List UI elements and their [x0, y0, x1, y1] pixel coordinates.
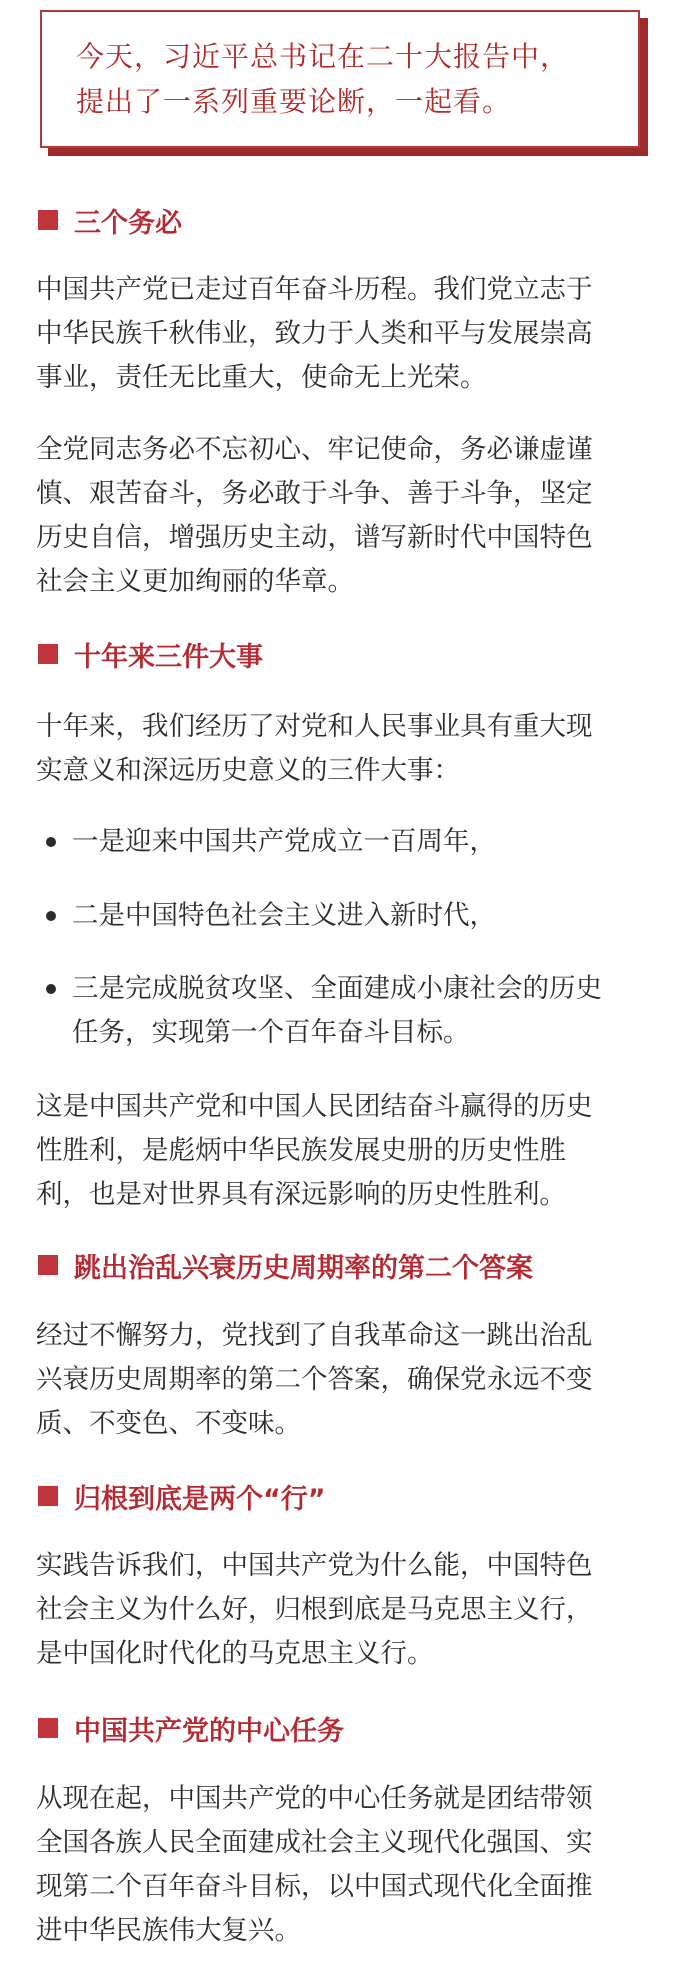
heading-square-icon — [38, 644, 58, 664]
bullet-line: 二是中国特色社会主义进入新时代， — [72, 900, 496, 931]
section-heading-second-answer — [38, 1245, 533, 1285]
bullet-line: 任务，实现第一个百年奋斗目标。 — [72, 1017, 470, 1048]
bullet-line: 一是迎来中国共产党成立一百周年， — [72, 826, 496, 857]
section-title: 归根到底是两个“行” — [74, 1483, 326, 1515]
intro-line: 提出了一系列重要论断，一起看。 — [76, 85, 512, 118]
heading-square-icon — [38, 1255, 58, 1275]
section-heading-three-major-events — [38, 634, 263, 674]
paragraph — [36, 1777, 666, 1953]
paragraph-line: 性胜利，是彪炳中华民族发展史册的历史性胜 — [36, 1135, 566, 1166]
paragraph — [36, 1544, 666, 1676]
paragraph-line: 质、不变色、不变味。 — [36, 1408, 301, 1439]
bullet-line: 三是完成脱贫攻坚、全面建成小康社会的历史 — [72, 973, 602, 1004]
section-heading-two-xing — [38, 1476, 326, 1516]
section-title: 十年来三件大事 — [74, 641, 263, 673]
paragraph-line: 是中国化时代化的马克思主义行。 — [36, 1638, 434, 1669]
paragraph-line: 社会主义更加绚丽的华章。 — [36, 566, 354, 597]
intro-box — [40, 10, 640, 148]
heading-square-icon — [38, 1718, 58, 1738]
paragraph — [36, 705, 666, 793]
intro-text — [76, 34, 618, 124]
paragraph — [36, 1314, 666, 1446]
section-title: 跳出治乱兴衰历史周期率的第二个答案 — [74, 1252, 533, 1284]
paragraph-line: 实践告诉我们，中国共产党为什么能，中国特色 — [36, 1550, 593, 1581]
paragraph-line: 事业，责任无比重大，使命无上光荣。 — [36, 362, 487, 393]
paragraph-line: 全党同志务必不忘初心、牢记使命，务必谦虚谨 — [36, 434, 593, 465]
heading-square-icon — [38, 1486, 58, 1506]
bullet-dot-icon — [46, 837, 56, 847]
section-title: 三个务必 — [74, 207, 182, 239]
paragraph-line: 慎、艰苦奋斗，务必敢于斗争、善于斗争，坚定 — [36, 478, 593, 509]
paragraph-line: 经过不懈努力，党找到了自我革命这一跳出治乱 — [36, 1320, 593, 1351]
paragraph-line: 历史自信，增强历史主动，谱写新时代中国特色 — [36, 522, 593, 553]
paragraph-line: 十年来，我们经历了对党和人民事业具有重大现 — [36, 711, 593, 742]
section-title: 中国共产党的中心任务 — [74, 1715, 344, 1747]
paragraph-line: 从现在起，中国共产党的中心任务就是团结带领 — [36, 1783, 593, 1814]
paragraph-line: 社会主义为什么好，归根到底是马克思主义行， — [36, 1594, 593, 1625]
paragraph-line: 进中华民族伟大复兴。 — [36, 1915, 301, 1946]
bullet-dot-icon — [46, 911, 56, 921]
paragraph-line: 实意义和深远历史意义的三件大事： — [36, 755, 460, 786]
paragraph — [36, 1085, 666, 1217]
paragraph-line: 现第二个百年奋斗目标，以中国式现代化全面推 — [36, 1871, 593, 1902]
paragraph — [36, 268, 666, 400]
section-heading-three-musts — [38, 200, 182, 240]
paragraph-line: 兴衰历史周期率的第二个答案，确保党永远不变 — [36, 1364, 593, 1395]
paragraph-line: 中国共产党已走过百年奋斗历程。我们党立志于 — [36, 274, 593, 305]
intro-line: 今天，习近平总书记在二十大报告中， — [76, 40, 570, 73]
section-heading-central-task — [38, 1708, 344, 1748]
paragraph — [36, 428, 666, 604]
paragraph-line: 利，也是对世界具有深远影响的历史性胜利。 — [36, 1179, 566, 1210]
paragraph-line: 这是中国共产党和中国人民团结奋斗赢得的历史 — [36, 1091, 593, 1122]
bullet-dot-icon — [46, 984, 56, 994]
heading-square-icon — [38, 210, 58, 230]
paragraph-line: 中华民族千秋伟业，致力于人类和平与发展崇高 — [36, 318, 593, 349]
paragraph-line: 全国各族人民全面建成社会主义现代化强国、实 — [36, 1827, 593, 1858]
